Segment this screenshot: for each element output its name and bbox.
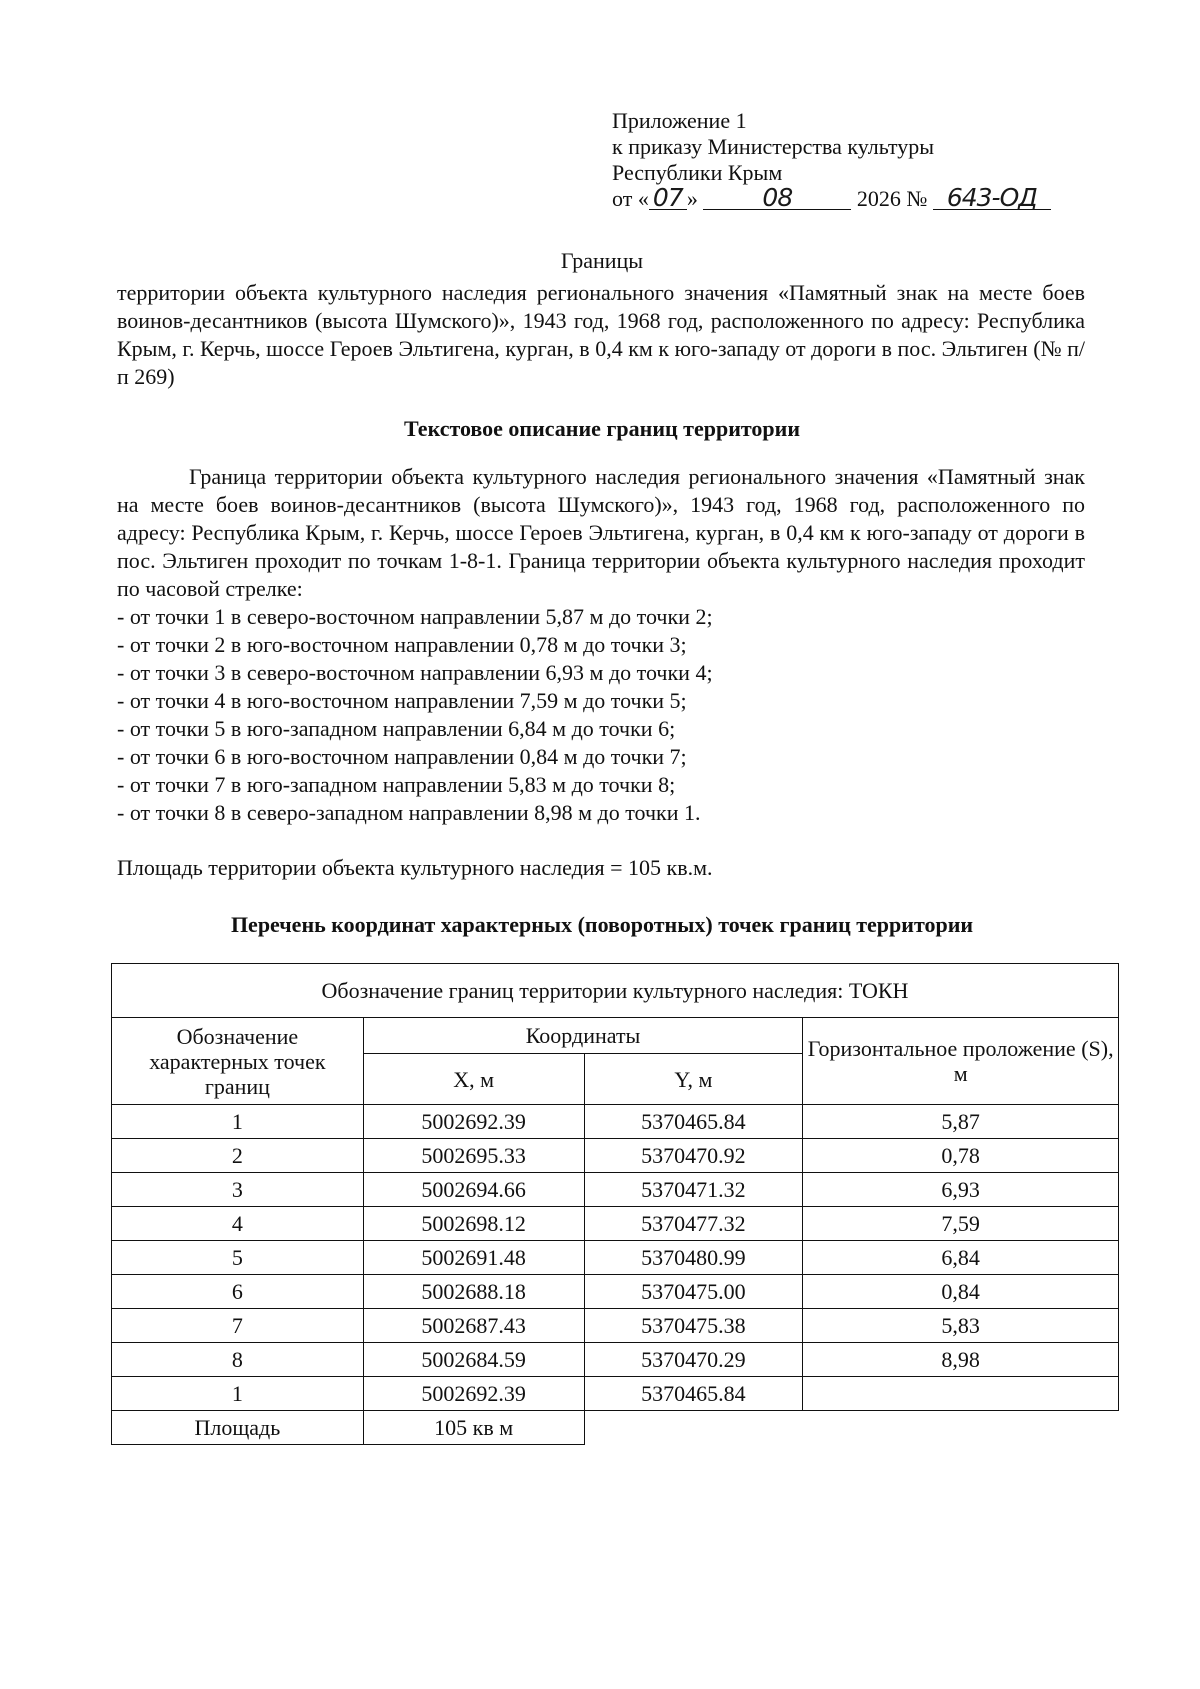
order-number: 643-ОД bbox=[933, 187, 1051, 210]
cell-y: 5370465.84 bbox=[584, 1105, 803, 1139]
cell-distance: 7,59 bbox=[803, 1207, 1119, 1241]
table-caption-row bbox=[112, 964, 1119, 1018]
table-row bbox=[112, 1173, 1119, 1207]
boundary-step: - от точки 4 в юго-восточном направлении 7,59 м до точки 5; bbox=[117, 688, 687, 713]
header-x: X, м bbox=[363, 1054, 584, 1105]
table-row bbox=[112, 1241, 1119, 1275]
cell-point: 1 bbox=[112, 1105, 364, 1139]
empty-cell bbox=[584, 1411, 803, 1445]
description-paragraph: Граница территории объекта культурного наследия регионального значения «Памятный знак на месте боев воинов-десантников (высота Шумского)», 1943 год, 1968 год, расположенного по адресу: Республика Крым, г. Керчь, шоссе Героев Эльтигена, курган, в 0,4 км к юго-западу от дороги в пос. Эльтиген проходит по точкам 1-8-1. Граница территории объекта культурного наследия проходит по часовой стрелке: bbox=[117, 464, 1085, 601]
cell-distance: 5,83 bbox=[803, 1309, 1119, 1343]
coordinates-table bbox=[111, 963, 1119, 1445]
table-area-row bbox=[112, 1411, 1119, 1445]
table-row bbox=[112, 1105, 1119, 1139]
cell-point: 4 bbox=[112, 1207, 364, 1241]
cell-distance: 0,78 bbox=[803, 1139, 1119, 1173]
cell-distance: 0,84 bbox=[803, 1275, 1119, 1309]
empty-cell bbox=[803, 1411, 1119, 1445]
cell-distance bbox=[803, 1377, 1119, 1411]
document-subtitle bbox=[117, 279, 1085, 391]
cell-point: 1 bbox=[112, 1377, 364, 1411]
date-day: 07 bbox=[649, 187, 687, 210]
table-row bbox=[112, 1309, 1119, 1343]
table-row bbox=[112, 1275, 1119, 1309]
cell-y: 5370475.38 bbox=[584, 1309, 803, 1343]
cell-point: 5 bbox=[112, 1241, 364, 1275]
header-coordinates: Координаты bbox=[363, 1018, 803, 1054]
boundary-step: - от точки 1 в северо-восточном направлении 5,87 м до точки 2; bbox=[117, 604, 713, 629]
boundary-step: - от точки 6 в юго-восточном направлении 0,84 м до точки 7; bbox=[117, 744, 687, 769]
coordinates-heading: Перечень координат характерных (поворотных) точек границ территории bbox=[230, 912, 974, 937]
cell-distance: 8,98 bbox=[803, 1343, 1119, 1377]
cell-distance: 6,93 bbox=[803, 1173, 1119, 1207]
header-y: Y, м bbox=[584, 1054, 803, 1105]
cell-y: 5370475.00 bbox=[584, 1275, 803, 1309]
appendix-date-line bbox=[612, 183, 1051, 212]
appendix-line-3: Республики Крым bbox=[612, 160, 783, 185]
cell-point: 6 bbox=[112, 1275, 364, 1309]
cell-y: 5370480.99 bbox=[584, 1241, 803, 1275]
cell-point: 3 bbox=[112, 1173, 364, 1207]
text-description-heading: Текстовое описание границ территории bbox=[403, 416, 801, 441]
subtitle-text: территории объекта культурного наследия регионального значения «Памятный знак на месте боев воинов-десантников (высота Шумского)», 1943 год, 1968 год, расположенного по адресу: Республика Крым, г. Керчь, шоссе Героев Эльтигена, курган, в 0,4 км к юго-западу от дороги в пос. Эльтиген (№ п/п 269) bbox=[117, 280, 1085, 389]
boundary-step: - от точки 7 в юго-западном направлении 5,83 м до точки 8; bbox=[117, 772, 676, 797]
appendix-header bbox=[612, 108, 1051, 212]
area-label: Площадь bbox=[112, 1411, 364, 1445]
date-month: 08 bbox=[703, 187, 851, 210]
table-row bbox=[112, 1377, 1119, 1411]
cell-x: 5002692.39 bbox=[363, 1105, 584, 1139]
cell-x: 5002698.12 bbox=[363, 1207, 584, 1241]
table-header-row bbox=[112, 1018, 1119, 1054]
date-prefix: от « bbox=[612, 186, 649, 211]
cell-x: 5002687.43 bbox=[363, 1309, 584, 1343]
cell-x: 5002694.66 bbox=[363, 1173, 584, 1207]
cell-y: 5370471.32 bbox=[584, 1173, 803, 1207]
cell-point: 7 bbox=[112, 1309, 364, 1343]
cell-x: 5002684.59 bbox=[363, 1343, 584, 1377]
cell-y: 5370470.92 bbox=[584, 1139, 803, 1173]
area-value: 105 кв м bbox=[363, 1411, 584, 1445]
boundary-step: - от точки 5 в юго-западном направлении 6,84 м до точки 6; bbox=[117, 716, 676, 741]
header-point-designation: Обозначение характерных точек границ bbox=[112, 1018, 364, 1105]
cell-x: 5002688.18 bbox=[363, 1275, 584, 1309]
table-row bbox=[112, 1207, 1119, 1241]
boundary-step: - от точки 3 в северо-восточном направлении 6,93 м до точки 4; bbox=[117, 660, 713, 685]
date-quote-close: » bbox=[686, 186, 698, 211]
appendix-line-2: к приказу Министерства культуры bbox=[612, 134, 935, 159]
cell-y: 5370465.84 bbox=[584, 1377, 803, 1411]
cell-point: 2 bbox=[112, 1139, 364, 1173]
document-title: Границы bbox=[560, 248, 644, 273]
cell-y: 5370470.29 bbox=[584, 1343, 803, 1377]
text-description bbox=[117, 463, 1085, 827]
cell-point: 8 bbox=[112, 1343, 364, 1377]
cell-distance: 5,87 bbox=[803, 1105, 1119, 1139]
boundary-step: - от точки 8 в северо-западном направлении 8,98 м до точки 1. bbox=[117, 800, 701, 825]
table-row bbox=[112, 1343, 1119, 1377]
cell-x: 5002691.48 bbox=[363, 1241, 584, 1275]
appendix-line-1: Приложение 1 bbox=[612, 108, 747, 133]
header-horizontal-distance: Горизонтальное проложение (S), м bbox=[803, 1018, 1119, 1105]
cell-x: 5002692.39 bbox=[363, 1377, 584, 1411]
table-row bbox=[112, 1139, 1119, 1173]
date-year: 2026 № bbox=[856, 186, 928, 211]
cell-distance: 6,84 bbox=[803, 1241, 1119, 1275]
boundary-step: - от точки 2 в юго-восточном направлении 0,78 м до точки 3; bbox=[117, 632, 687, 657]
cell-y: 5370477.32 bbox=[584, 1207, 803, 1241]
cell-x: 5002695.33 bbox=[363, 1139, 584, 1173]
table-caption: Обозначение границ территории культурного наследия: ТОКН bbox=[112, 964, 1119, 1018]
area-statement: Площадь территории объекта культурного наследия = 105 кв.м. bbox=[117, 855, 713, 880]
